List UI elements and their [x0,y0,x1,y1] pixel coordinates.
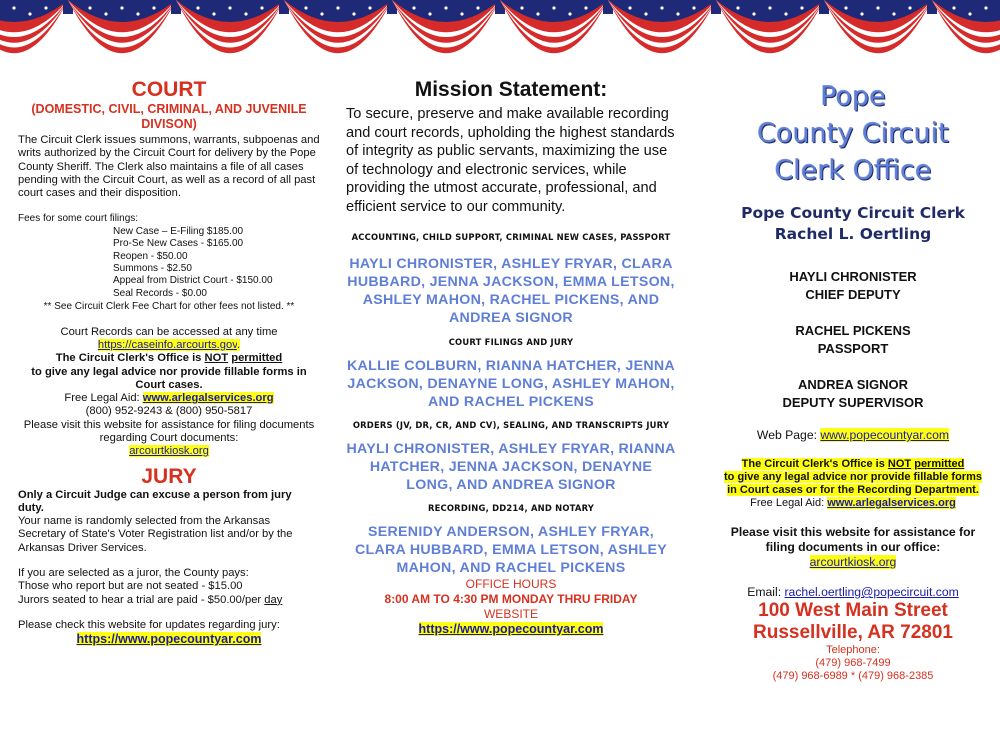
bunting-star [628,6,631,9]
mission-title: Mission Statement: [414,78,608,101]
bunting-star [736,6,739,9]
bunting-star [212,12,215,15]
jury-updates-link[interactable]: https://www.popecountyar.com [76,632,262,647]
records-link-period: . [236,338,241,351]
staff-entry: ANDREA SIGNOR DEPUTY SUPERVISOR [782,377,924,410]
office-hours-label: OFFICE HOURS [465,576,557,591]
fees-intro: Fees for some court filings: [18,213,139,225]
fee-item: Seal Records - $0.00 [113,287,207,299]
legal-aid-link[interactable]: www.arlegalservices.org [142,392,274,405]
clerk-name: Pope County Circuit Clerk Rachel L. Oertling [741,204,965,243]
no-legal-advice-notice: The Circuit Clerk's Office is NOT permitted to give any legal advice nor provide fillable forms in Court cases or for the Recording Department. Free Legal Aid: www.arlegalservices.org [724,458,982,509]
visit-text: Please visit this website for assistance for filing documents in our office: [730,525,976,554]
bunting-star [320,12,323,15]
bunting-star [368,6,371,9]
fee-item: New Case – E-Filing $185.00 [113,225,244,237]
bunting-star [692,6,695,9]
bunting-star [104,12,107,15]
bunting-star [136,12,139,15]
bunting-star [908,6,911,9]
mission-text: To secure, preserve and make available recording and court records, upholding the highest standards of integrity as public servants, maximizing the use of technology and electronic services, while providing the utmost accurate, professional, and efficient service to our community. [346,106,675,215]
jury-heading: JURY [141,464,197,488]
bunting-star [228,6,231,9]
bunting-star [552,6,555,9]
office-hours-value: 8:00 AM TO 4:30 PM MONDAY THRU FRIDAY [384,591,638,606]
court-subheading: (DOMESTIC, CIVIL, CRIMINAL, AND JUVENILE DIVISON) [31,102,307,131]
bunting-star [568,12,571,15]
court-jury-panel [18,78,320,648]
bunting-star [352,12,355,15]
website-label: WEBSITE [483,606,538,621]
mission-panel [346,78,676,636]
email-line: Email: rachel.oertling@popecircuit.com [747,585,959,599]
fee-item: Reopen - $50.00 [113,250,188,262]
jury-pay-line: Jurors seated to hear a trial are paid - $50.00/per day [18,593,283,606]
jury-pay-intro: If you are selected as a juror, the County pays: [18,567,249,580]
webpage-link[interactable]: www.popecountyar.com [820,428,950,442]
department-title: ACCOUNTING, CHILD SUPPORT, CRIMINAL NEW CASES, PASSPORT [351,231,671,242]
org-title: Pope County Circuit Clerk Office [757,81,949,186]
department-title: COURT FILINGS AND JURY [448,336,574,347]
staff-entry: RACHEL PICKENS PASSPORT [795,323,911,356]
bunting-star [800,6,803,9]
records-text: Court Records can be accessed at any time [60,325,278,338]
bunting-star [336,6,339,9]
bunting-star [768,6,771,9]
court-records-block [18,326,320,459]
no-legal-advice-notice-rest: to give any legal advice nor provide fillable forms in Court cases. [31,365,307,391]
bunting-star [196,6,199,9]
bunting-star [644,12,647,15]
jury-updates-text: Please check this website for updates regarding jury: [18,618,280,631]
fee-item: Appeal from District Court - $150.00 [113,275,273,287]
bunting-star [12,6,15,9]
bunting-star [444,6,447,9]
bunting-star [952,6,955,9]
bunting-star [876,6,879,9]
bunting-star [584,6,587,9]
department-staff: SERENIDY ANDERSON, ASHLEY FRYAR, CLARA HUBBARD, EMMA LETSON, ASHLEY MAHON, AND RACHEL PICKENS [354,523,668,576]
bunting-star [892,12,895,15]
bunting-star [752,12,755,15]
bunting-star [984,6,987,9]
bunting-star [536,12,539,15]
website-link[interactable]: https://www.popecountyar.com [418,621,604,636]
department-title: ORDERS (JV, DR, CR, AND CV), SEALING, AND TRANSCRIPTS JURY [352,419,670,430]
bunting-star [428,12,431,15]
records-link[interactable]: https://caseinfo.arcourts.gov [97,338,237,351]
legal-aid-line: Free Legal Aid: www.arlegalservices.org [64,392,274,405]
patriotic-bunting [0,0,1000,62]
court-heading: COURT [131,78,207,101]
bunting-star [676,12,679,15]
bunting-star [660,6,663,9]
bunting-star [304,6,307,9]
visit-text: Please visit this website for assistance for filing documents regarding Court documents: [23,418,315,444]
office-hours [346,577,676,622]
bunting-star [120,6,123,9]
bunting-star [968,12,971,15]
jury-block [18,489,320,633]
department-staff: HAYLI CHRONISTER, ASHLEY FRYAR, RIANNA HATCHER, JENNA JACKSON, DENAYNE LONG, AND ANDREA SIGNOR [346,440,676,493]
fee-note: ** See Circuit Clerk Fee Chart for other fees not listed. ** [43,301,295,313]
department-staff: KALLIE COLBURN, RIANNA HATCHER, JENNA JACKSON, DENAYNE LONG, ASHLEY MAHON, AND RACHEL PICKENS [347,357,675,410]
bunting-star [412,6,415,9]
email-link[interactable]: rachel.oertling@popecircuit.com [784,585,959,599]
fee-item: Pro-Se New Cases - $165.00 [113,238,244,250]
jury-excuse-line: Only a Circuit Judge can excuse a person from jury duty. [18,488,292,514]
bunting-star [28,12,31,15]
jury-pay-line: Those who report but are not seated - $15.00 [18,580,243,593]
bunting-star [88,6,91,9]
bunting-star [152,6,155,9]
no-legal-advice-notice: The Circuit Clerk's Office is NOT permitted [55,352,283,365]
legal-aid-phones: (800) 952-9243 & (800) 950-5817 [85,405,253,418]
bunting-star [784,12,787,15]
bunting-star [244,12,247,15]
department-staff: HAYLI CHRONISTER, ASHLEY FRYAR, CLARA HUBBARD, JENNA JACKSON, EMMA LETSON, ASHLEY MAHON, RACHEL PICKENS, AND ANDREA SIGNOR [347,255,675,326]
webpage-line: Web Page: www.popecountyar.com [756,428,950,442]
address: 100 West Main Street Russellville, AR 72801 [753,600,953,643]
jury-selection-text: Your name is randomly selected from the Arkansas Secretary of State's Voter Registration list and/or by the Arkansas Driver Services. [18,515,293,554]
bunting-star [844,6,847,9]
fee-item: Summons - $2.50 [113,263,192,274]
bunting-star [44,6,47,9]
bunting-star [476,6,479,9]
kiosk-link[interactable]: arcourtkiosk.org [129,445,209,458]
bunting-star [260,6,263,9]
bunting-star [860,12,863,15]
office-contact-panel [722,78,984,683]
bunting-star [460,12,463,15]
telephone-block: Telephone: (479) 968-7499 (479) 968-6989 * (479) 968-2385 [772,644,934,682]
legal-aid-link[interactable]: www.arlegalservices.org [827,497,956,509]
bunting-star [520,6,523,9]
court-description: The Circuit Clerk issues summons, warrants, subpoenas and writs authorized by the Circuit Court for delivery by the Pope County Sheriff. The Clerk also maintains a file of all cases pending with the Circuit Court, as well as a record of all past court cases and their disposition. [18,134,320,200]
kiosk-link[interactable]: arcourtkiosk.org [809,555,897,569]
staff-entry: HAYLI CHRONISTER CHIEF DEPUTY [789,269,917,302]
department-title: RECORDING, DD214, AND NOTARY [427,502,595,513]
fee-list [18,226,320,300]
